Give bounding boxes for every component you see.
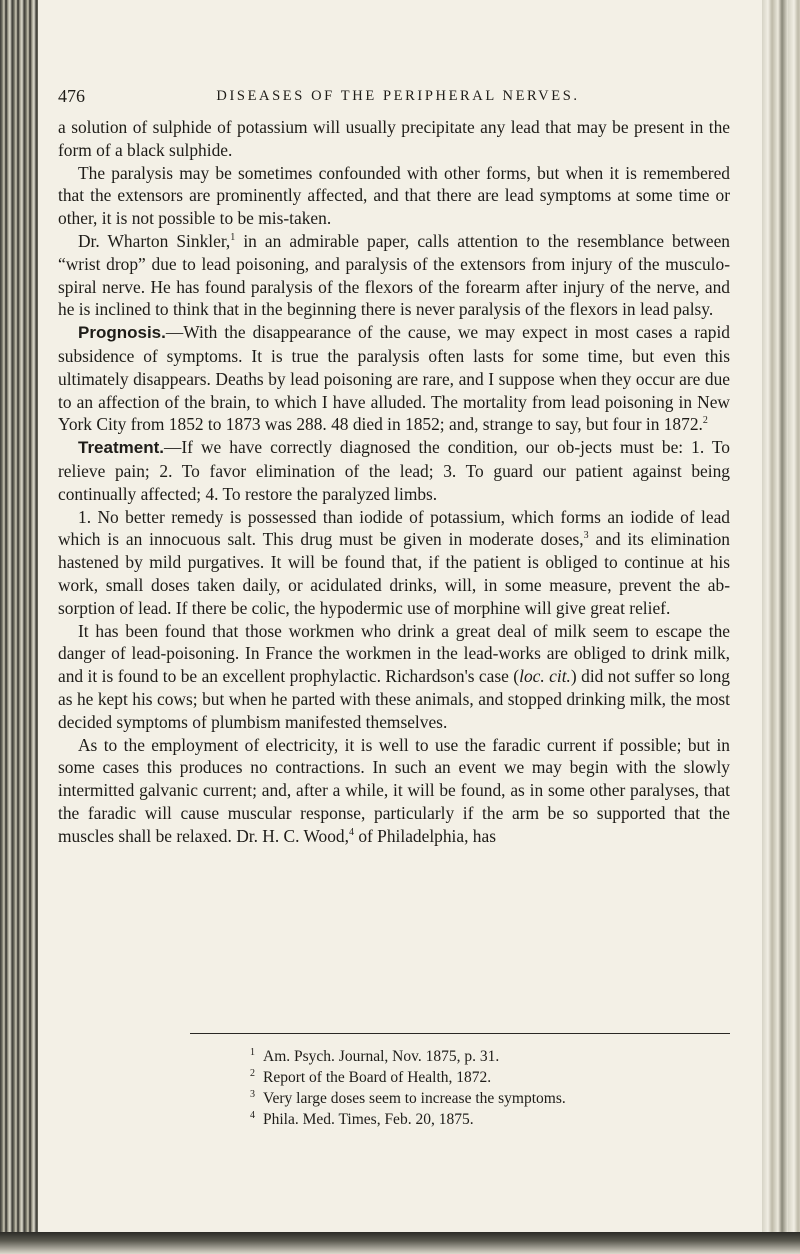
citation-loc-cit: loc. cit. xyxy=(519,666,571,687)
footnote-rule xyxy=(190,1033,730,1034)
footnote-ref-3: 3 xyxy=(583,530,589,542)
footnote-text: Report of the Board of Health, 1872. xyxy=(263,1069,492,1086)
footnote-text: Am. Psych. Journal, Nov. 1875, p. 31. xyxy=(263,1048,500,1065)
paragraph-1-text: a solution of sulphide of potassium will usually precipitate any lead that may be present in the form of a black sulphide. xyxy=(58,117,730,160)
paragraph-electricity-text-b: of Philadelphia, has xyxy=(353,825,496,846)
footnote-ref-4: 4 xyxy=(348,826,354,838)
paragraph-electricity xyxy=(58,734,730,848)
footnote-mark: 2 xyxy=(250,1067,255,1079)
footnote-mark: 3 xyxy=(250,1088,255,1100)
footnote-text: Very large doses seem to increase the symptoms. xyxy=(263,1090,566,1107)
running-head: DISEASES OF THE PERIPHERAL NERVES. xyxy=(216,88,580,104)
paragraph-electricity-text-a: As to the employment of electricity, it is well to use the faradic current if possible; but in some cases this produces no contractions. In such an event we may begin with the slowly intermitted galvanic current; and, after a while, it will be found, as in some other paralyses, that the faradic will cause muscular response, particularly if the arm be so supported that the muscles shall be relaxed. Dr. H. C. Wood, xyxy=(58,734,730,846)
page-edge-right xyxy=(762,0,800,1254)
paragraph-prognosis xyxy=(58,321,730,436)
footnote-ref-1: 1 xyxy=(230,232,236,244)
paragraph-3-text-a: Dr. Wharton Sinkler, xyxy=(78,230,231,251)
page-header xyxy=(58,86,728,112)
paragraph-2 xyxy=(58,162,730,230)
paragraph-remedy-text-b: and its elimination hastened by mild purgatives. It will be found that, if the patient is obliged to continue at his work, small doses taken daily, or acidulated drinks, will, in some measure, prevent the ab-sorption of lead. If there be colic, the hypodermic use of morphine will give great relief. xyxy=(58,529,730,618)
paragraph-treatment-text: —If we have correctly diagnosed the condition, our ob-jects must be: 1. To relieve pain; 2. To favor elimination of the lead; 3. To guard our patient against being continually affected; 4. To restore the paralyzed limbs. xyxy=(58,437,730,504)
paragraph-remedy xyxy=(58,506,730,620)
footnote-1 xyxy=(250,1046,730,1067)
section-title-treatment: Treatment. xyxy=(78,438,164,458)
paragraph-milk-text-b: ) did not suffer so long as he kept his cows; but when he parted with these animals, and stopped drinking milk, the most decided symptoms of plumbism manifested themselves. xyxy=(58,666,730,732)
footnote-4 xyxy=(250,1109,730,1130)
paragraph-prognosis-text: —With the disappearance of the cause, we may expect in most cases a rapid subsidence of symptoms. It is true the paralysis often lasts for some time, but even this ultimately disappears. Deaths by lead poisoning are rare, and I suppose when they occur are due to an affection of the brain, to which I have alluded. The mortality from lead poisoning in New York City from 1852 to 1873 was 288. 48 died in 1852; and, strange to say, but four in 1872. xyxy=(58,322,730,435)
paragraph-milk xyxy=(58,620,730,734)
footnote-2 xyxy=(250,1067,730,1088)
paragraph-3 xyxy=(58,230,730,321)
page-body xyxy=(58,116,730,848)
binding-gutter xyxy=(0,0,38,1254)
footnote-ref-2: 2 xyxy=(702,415,708,427)
page-edge-bottom xyxy=(0,1232,800,1254)
page-number: 476 xyxy=(58,86,85,106)
footnote-3 xyxy=(250,1088,730,1109)
paragraph-3-text-b: in an admirable paper, calls attention to the resemblance between “wrist drop” due to lead poisoning, and paralysis of the extensors from injury of the musculo-spiral nerve. He has found paralysis of the flexors of the forearm after injury of the nerve, and he is inclined to think that in the beginning there is never paralysis of the flexors in lead palsy. xyxy=(58,230,730,320)
paragraph-1 xyxy=(58,116,730,162)
footnote-mark: 4 xyxy=(250,1109,255,1121)
paragraph-remedy-text-a: 1. No better remedy is possessed than iodide of potassium, which forms an iodide of lead which is an innocuous salt. This drug must be given in moderate doses, xyxy=(58,506,730,550)
paragraph-milk-text-a: It has been found that those workmen who drink a great deal of milk seem to escape the danger of lead-poisoning. In France the workmen in the lead-works are obliged to drink milk, and it is found to be an excellent prophylactic. Richardson's case ( xyxy=(58,620,730,687)
footnote-text: Phila. Med. Times, Feb. 20, 1875. xyxy=(263,1111,474,1128)
section-title-prognosis: Prognosis. xyxy=(78,323,166,343)
paragraph-treatment xyxy=(58,436,730,505)
paragraph-2-text: The paralysis may be sometimes confounded with other forms, but when it is remembered that the extensors are prominently affected, and that there are lead symptoms at some time or other, it is not possible to be mis-taken. xyxy=(58,162,730,229)
footnote-mark: 1 xyxy=(250,1046,255,1058)
footnotes xyxy=(250,1046,730,1130)
